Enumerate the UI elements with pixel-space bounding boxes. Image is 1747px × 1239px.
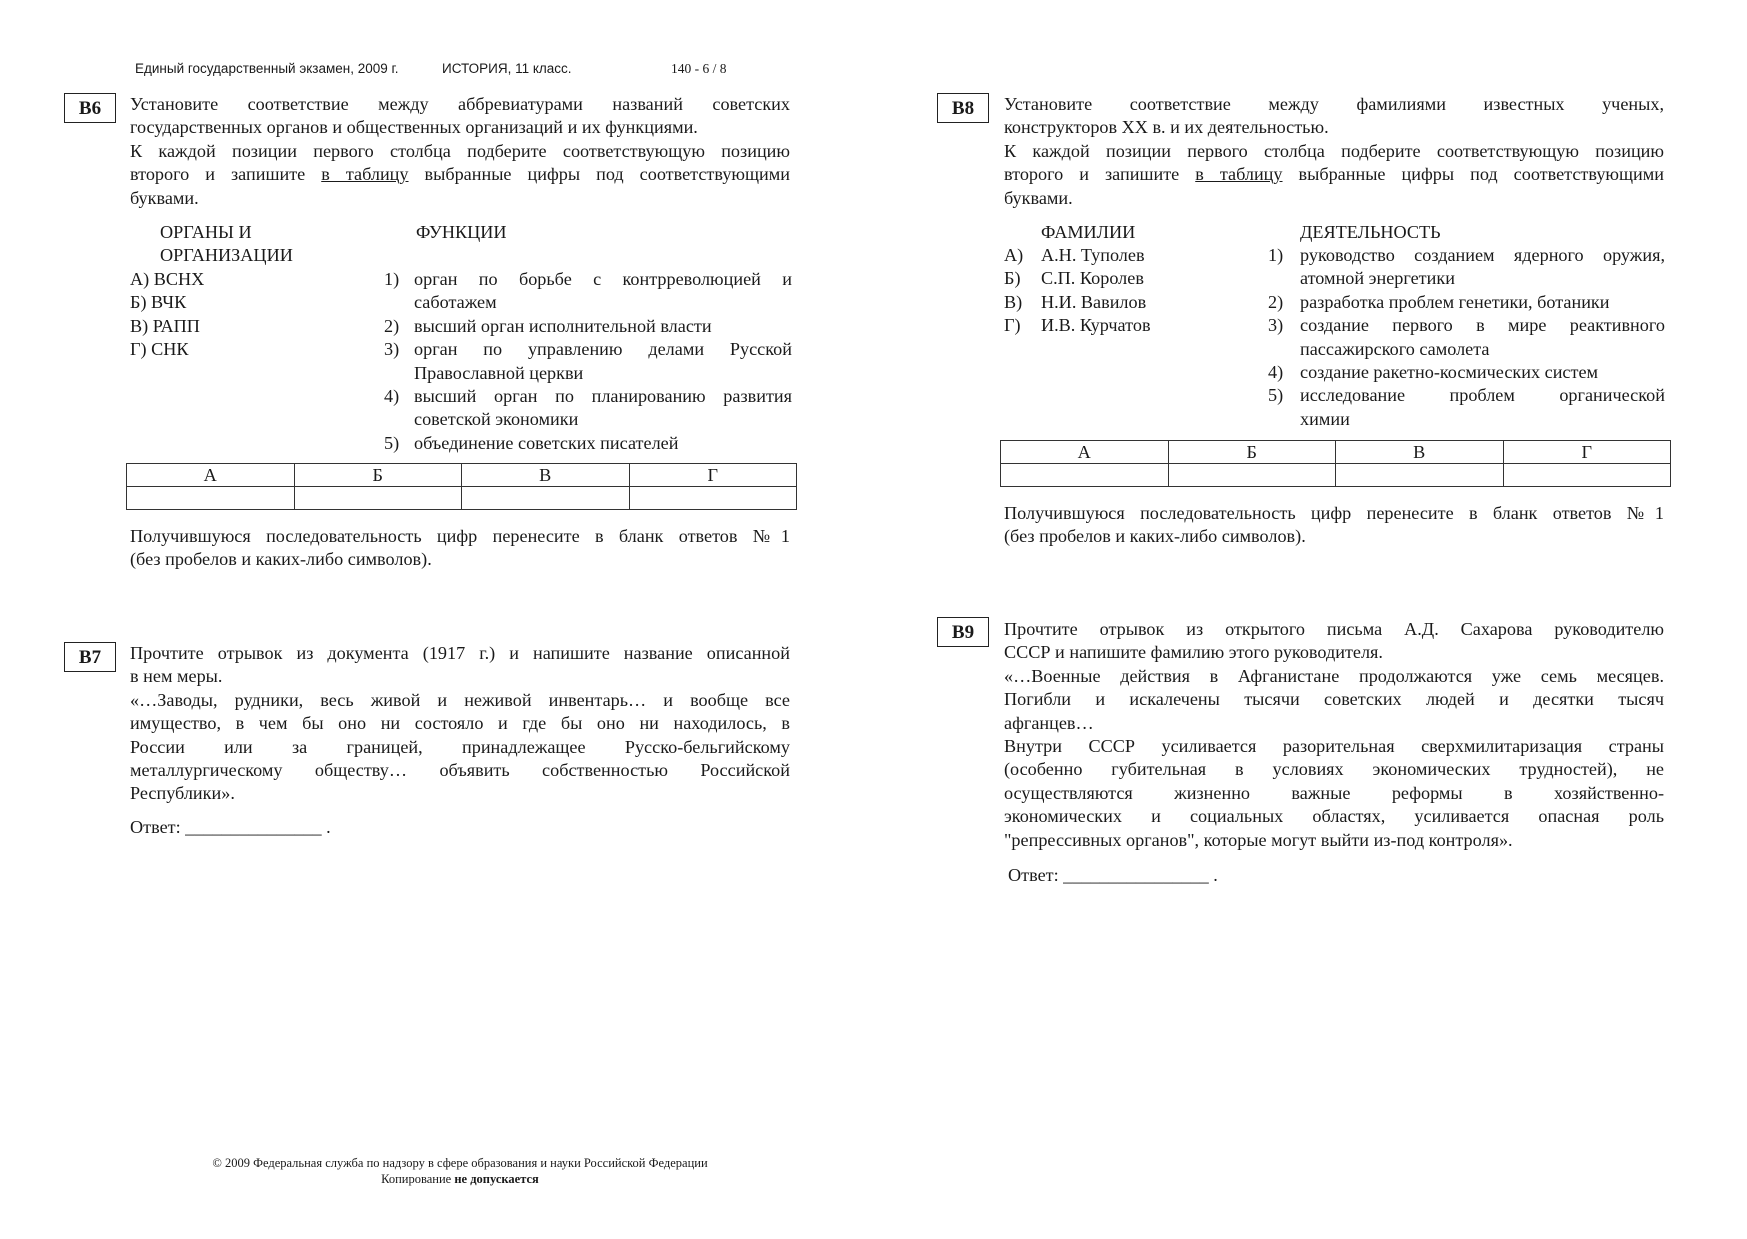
- b9-text: Прочтите отрывок из открытого письма А.Д. Сахарова руководителю СССР и напишите фамилию этого руководителя. «…Военные действия в Афганистане продолжаются уже семь месяцев. Погибли и искалечены тысячи советских людей и десятки тысяч афганцев… Внутри СССР усиливается разорительная сверхмилитаризация страны (особенно губительная в условиях экономических трудностей), не осуществляются жизненно важные реформы в хозяйственно- экономических и социальных областях, усиливается опасная роль "репрессивных органов", которые могут выйти из-под контроля».: [1004, 619, 1664, 850]
- answer-cell-a[interactable]: [127, 487, 295, 510]
- b6-right-list: [384, 268, 792, 455]
- list-item: 4) создание ракетно-космических систем: [1268, 362, 1599, 383]
- b6-left-list: [130, 268, 204, 362]
- list-item: Г) СНК: [130, 339, 189, 360]
- answer-cell-b[interactable]: [294, 487, 462, 510]
- b7-text: Прочтите отрывок из документа (1917 г.) и напишите название описанной в нем меры. «…Заводы, рудники, весь живой и неживой инвентарь… и вообще все имущество, в чем бы оно ни состояло и где бы оно ни находилось, в России или за границей, принадлежащее Русско-бельгийскому металлургическому обществу… объявить собственностью Российской Республики».: [130, 643, 790, 804]
- table-header-g: Г: [629, 464, 797, 487]
- b6-answer-table: [126, 463, 797, 510]
- answer-cell-b[interactable]: [1168, 464, 1336, 487]
- b6-transfer-note: Получившуюся последовательность цифр перенесите в бланк ответов №1 (без пробелов и каких-либо символов).: [130, 526, 790, 570]
- list-item: 2) разработка проблем генетики, ботаники: [1268, 291, 1610, 312]
- table-header-g: Г: [1503, 441, 1671, 464]
- question-label-b7: B7: [64, 642, 116, 672]
- answer-cell-g[interactable]: [629, 487, 797, 510]
- b7-answer-field[interactable]: Ответ: _______________ .: [130, 817, 331, 837]
- list-item: 2) высший орган исполнительной власти: [384, 315, 712, 336]
- list-item: 5) исследование проблем органической химии: [1268, 385, 1665, 429]
- b8-intro: Установите соответствие между фамилиями известных ученых, конструкторов XX в. и их деятельностью. К каждой позиции первого столбца подберите соответствующую позицию второго и запишите в таблицу выбранные цифры под соответствующими буквами.: [1004, 94, 1664, 208]
- b8-transfer-note: Получившуюся последовательность цифр перенесите в бланк ответов №1 (без пробелов и каких-либо символов).: [1004, 503, 1664, 547]
- b6-col2-header: ФУНКЦИИ: [416, 222, 507, 242]
- list-item: 5) объединение советских писателей: [384, 432, 679, 453]
- b8-col2-header: ДЕЯТЕЛЬНОСТЬ: [1300, 222, 1441, 242]
- page-number: 140 - 6 / 8: [671, 61, 727, 76]
- b9-answer-field[interactable]: Ответ: ________________ .: [1008, 865, 1218, 885]
- b6-col1-header: ОРГАНЫ И ОРГАНИЗАЦИИ: [160, 222, 293, 266]
- b8-right-list: [1268, 244, 1665, 431]
- list-item: Б) С.П. Королев: [1004, 268, 1144, 289]
- answer-cell-g[interactable]: [1503, 464, 1671, 487]
- list-item: В) Н.И. Вавилов: [1004, 291, 1147, 312]
- copy-notice: Копирование не допускается: [381, 1172, 539, 1186]
- list-item: 3) создание первого в мире реактивного пассажирского самолета: [1268, 315, 1665, 359]
- table-header-v: В: [1336, 441, 1504, 464]
- table-header-a: А: [1001, 441, 1169, 464]
- copyright-line: © 2009 Федеральная служба по надзору в сфере образования и науки Российской Федерации: [212, 1156, 708, 1170]
- exam-title: Единый государственный экзамен, 2009 г.: [135, 61, 399, 76]
- list-item: 4) высший орган по планированию развития советской экономики: [384, 386, 792, 430]
- answer-cell-a[interactable]: [1001, 464, 1169, 487]
- answer-cell-v[interactable]: [462, 487, 630, 510]
- b6-intro: Установите соответствие между аббревиатурами названий советских государственных органов и общественных организаций и их функциями. К каждой позиции первого столбца подберите соответствующую позицию второго и запишите в таблицу выбранные цифры под соответствующими буквами.: [130, 94, 790, 208]
- answer-cell-v[interactable]: [1336, 464, 1504, 487]
- list-item: Г) И.В. Курчатов: [1004, 315, 1151, 336]
- list-item: А) ВСНХ: [130, 269, 205, 289]
- question-label-b8: B8: [937, 93, 989, 123]
- table-header-b: Б: [294, 464, 462, 487]
- list-item: 3) орган по управлению делами Русской Православной церкви: [384, 339, 792, 383]
- question-label-b9: B9: [937, 617, 989, 647]
- b8-col1-header: ФАМИЛИИ: [1041, 222, 1136, 242]
- list-item: Б) ВЧК: [130, 292, 187, 313]
- list-item: А) А.Н. Туполев: [1004, 245, 1145, 265]
- table-header-v: В: [462, 464, 630, 487]
- table-header-b: Б: [1168, 441, 1336, 464]
- subject: ИСТОРИЯ, 11 класс.: [442, 61, 572, 76]
- list-item: 1) руководство созданием ядерного оружия, атомной энергетики: [1268, 245, 1665, 289]
- table-header-a: А: [127, 464, 295, 487]
- question-label-b6: B6: [64, 93, 116, 123]
- b8-left-list: [1004, 244, 1151, 338]
- b8-answer-table: [1000, 440, 1671, 487]
- list-item: 1) орган по борьбе с контрреволюцией и саботажем: [384, 269, 792, 313]
- list-item: В) РАПП: [130, 315, 200, 336]
